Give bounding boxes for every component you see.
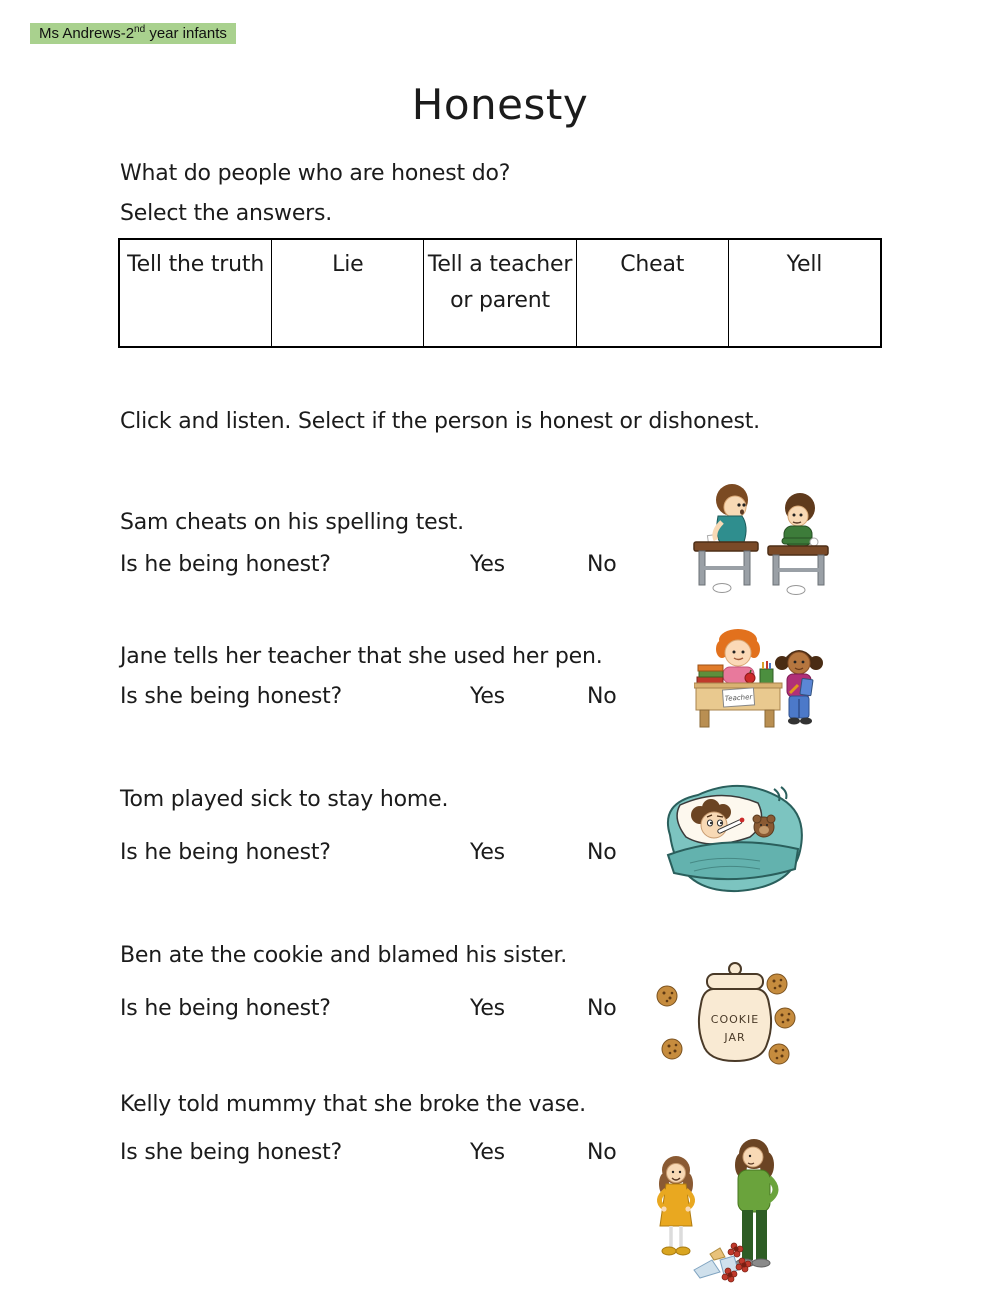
author-badge <box>30 23 236 44</box>
scenario-3-statement[interactable]: Tom played sick to stay home. <box>120 787 449 812</box>
scenario-2-answer-row <box>120 684 720 714</box>
scenario-2-question: Is she being honest? <box>120 684 343 709</box>
option-yell[interactable]: Yell <box>728 240 880 346</box>
scenario-1-question: Is he being honest? <box>120 552 331 577</box>
cookie-jar-label-line2: JAR <box>724 1031 746 1044</box>
cookie-jar-illustration <box>645 956 813 1068</box>
scenario-4-yes-option[interactable]: Yes <box>470 996 505 1021</box>
badge-suffix: year infants <box>145 25 227 42</box>
page-title: Honesty <box>411 80 589 129</box>
option-cheat[interactable]: Cheat <box>576 240 728 346</box>
scenario-3-question: Is he being honest? <box>120 840 331 865</box>
cheating-boys-illustration <box>692 482 834 597</box>
answer-options-table <box>118 238 882 348</box>
scenario-3-yes-option[interactable]: Yes <box>470 840 505 865</box>
scenario-1-statement[interactable]: Sam cheats on his spelling test. <box>120 510 464 535</box>
scenario-1-answer-row <box>120 552 720 582</box>
scenario-5-question: Is she being honest? <box>120 1140 343 1165</box>
scenario-3-no-option[interactable]: No <box>587 840 617 865</box>
option-tell-a-teacher-or-parent[interactable]: Tell a teacher or parent <box>423 240 575 346</box>
scenario-1-no-option[interactable]: No <box>587 552 617 577</box>
scenario-4-answer-row <box>120 996 720 1026</box>
option-tell-the-truth[interactable]: Tell the truth <box>127 252 265 277</box>
scenario-3-answer-row <box>120 840 720 870</box>
sick-boy-in-bed-illustration <box>650 775 808 897</box>
teacher-sign-label: Teacher <box>724 693 753 703</box>
scenario-1-yes-option[interactable]: Yes <box>470 552 505 577</box>
scenario-5-no-option[interactable]: No <box>587 1140 617 1165</box>
listen-instruction: Click and listen. Select if the person is honest or dishonest. <box>120 409 760 434</box>
scenario-2-no-option[interactable]: No <box>587 684 617 709</box>
scenario-5-yes-option[interactable]: Yes <box>470 1140 505 1165</box>
scenario-2-statement[interactable]: Jane tells her teacher that she used her pen. <box>120 644 603 669</box>
scenario-2-yes-option[interactable]: Yes <box>470 684 505 709</box>
scenario-4-question: Is he being honest? <box>120 996 331 1021</box>
intro-instruction: Select the answers. <box>120 201 333 226</box>
scenario-5-statement[interactable]: Kelly told mummy that she broke the vase. <box>120 1092 586 1117</box>
cookie-jar-label-line1: COOKIE <box>710 1013 760 1026</box>
badge-superscript: nd <box>134 24 146 35</box>
scenario-4-no-option[interactable]: No <box>587 996 617 1021</box>
badge-text: Ms Andrews-2 <box>39 25 135 42</box>
teacher-student-illustration <box>694 627 829 733</box>
option-lie[interactable]: Lie <box>271 240 423 346</box>
scenario-5-answer-row <box>120 1140 720 1170</box>
scenario-4-statement[interactable]: Ben ate the cookie and blamed his sister. <box>120 943 568 968</box>
intro-question: What do people who are honest do? <box>120 161 511 186</box>
girl-mother-broken-vase-illustration <box>636 1128 798 1288</box>
